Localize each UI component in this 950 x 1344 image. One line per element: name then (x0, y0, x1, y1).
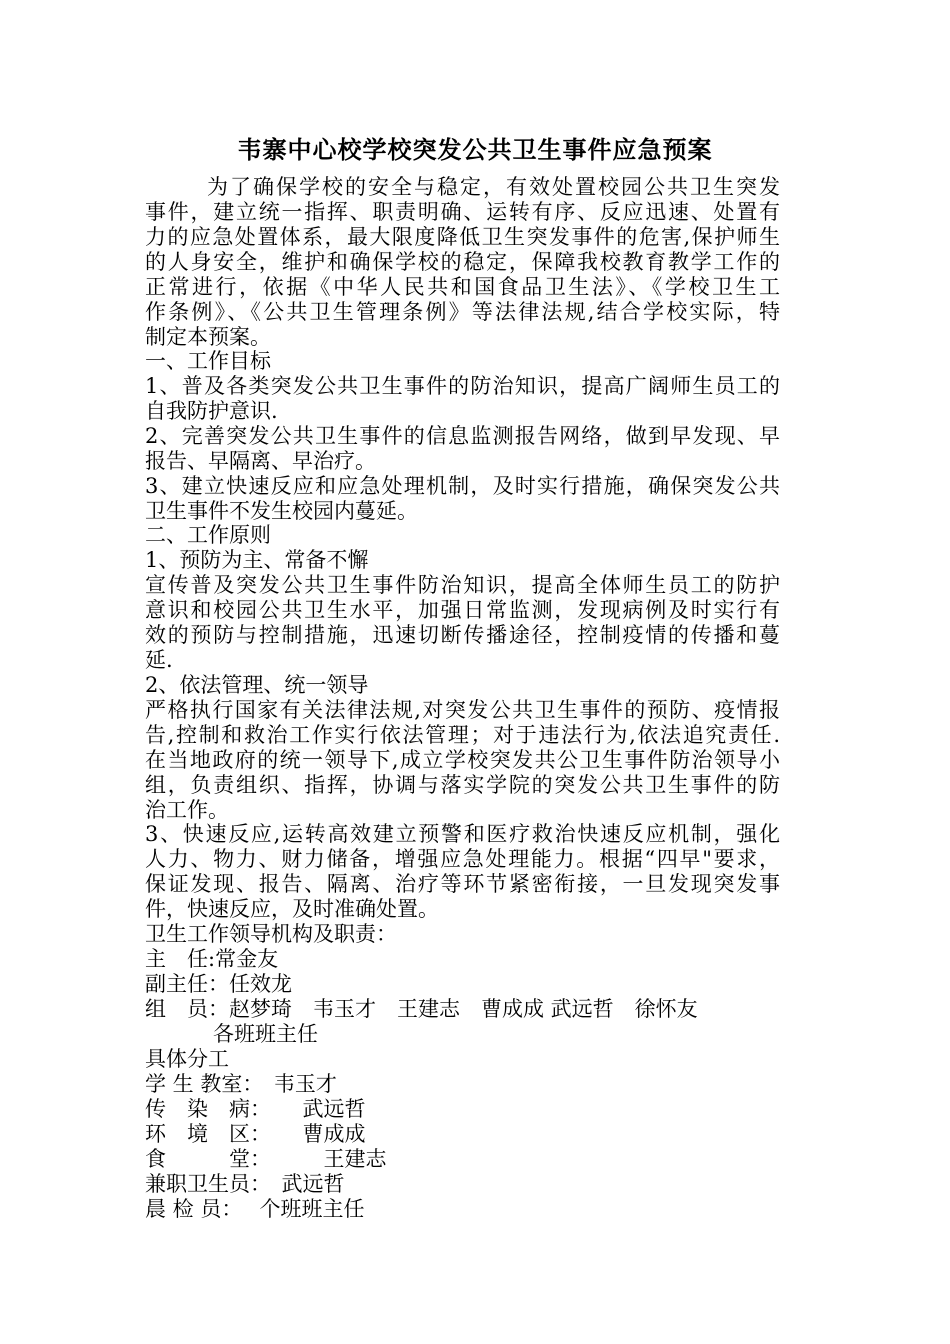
paragraph-line: 报告、早隔离、早治疗。 (145, 449, 376, 473)
paragraph-line: 作条例》、《公共卫生管理条例》等法律法规,结合学校实际，特 (145, 300, 780, 324)
paragraph-line: 延. (145, 648, 173, 672)
paragraph-line: 治工作。 (145, 798, 229, 822)
paragraph-line: 正常进行，依据《中华人民共和国食品卫生法》、《学校卫生工 (145, 275, 780, 299)
paragraph-line: 力的应急处置体系，最大限度降低卫生突发事件的危害,保护师生 (145, 225, 780, 249)
paragraph-line: 卫生事件不发生校园内蔓延。 (145, 499, 418, 523)
assignment-line: 环 境 区： 曹成成 (145, 1122, 366, 1146)
assignment-line: 食 堂： 王建志 (145, 1147, 387, 1171)
paragraph-line: 件，快速反应，及时准确处置。 (145, 897, 439, 921)
paragraph-line: 的人身安全，维护和确保学校的稳定，保障我校教育教学工作的 (145, 250, 780, 274)
paragraph-line: 3、建立快速反应和应急处理机制，及时实行措施，确保突发公共 (145, 474, 780, 498)
staff-line: 主 任:常金友 (145, 947, 279, 971)
paragraph-line: 2、完善突发公共卫生事件的信息监测报告网络，做到早发现、早 (145, 424, 780, 448)
paragraph-line: 组，负责组织、指挥，协调与落实学院的突发公共卫生事件的防 (145, 773, 780, 797)
paragraph-line: 3、快速反应,运转高效建立预警和医疗救治快速反应机制，强化 (145, 822, 780, 846)
assignment-line: 兼职卫生员： 武远哲 (145, 1172, 345, 1196)
paragraph-line: 人力、物力、财力储备，增强应急处理能力。根据“四早"要求， (145, 847, 780, 871)
assignment-line: 晨 检 员： 个班班主任 (145, 1197, 365, 1221)
section-heading: 卫生工作领导机构及职责： (145, 922, 397, 946)
subsection-heading: 1、预防为主、常备不懈 (145, 548, 369, 572)
paragraph-line: 1、普及各类突发公共卫生事件的防治知识，提高广阔师生员工的 (145, 374, 780, 398)
paragraph-line: 保证发现、报告、隔离、治疗等环节紧密衔接，一旦发现突发事 (145, 872, 780, 896)
paragraph-line: 为了确保学校的安全与稳定，有效处置校园公共卫生突发 (207, 175, 780, 199)
staff-line: 各班班主任 (213, 1022, 318, 1046)
assignment-line: 传 染 病： 武远哲 (145, 1097, 366, 1121)
paragraph-line: 制定本预案。 (145, 325, 271, 349)
subsection-heading: 2、依法管理、统一领导 (145, 673, 369, 697)
document-title: 韦寨中心校学校突发公共卫生事件应急预案 (237, 135, 713, 164)
paragraph-line: 宣传普及突发公共卫生事件防治知识，提高全体师生员工的防护 (145, 573, 780, 597)
section-heading: 二、工作原则 (145, 523, 271, 547)
paragraph-line: 在当地政府的统一领导下,成立学校突发共公卫生事件防治领导小 (145, 748, 780, 772)
staff-line: 副主任：任效龙 (145, 972, 292, 996)
paragraph-line: 事件，建立统一指挥、职责明确、运转有序、反应迅速、处置有 (145, 200, 780, 224)
paragraph-line: 效的预防与控制措施，迅速切断传播途径，控制疫情的传播和蔓 (145, 623, 780, 647)
paragraph-line: 意识和校园公共卫生水平，加强日常监测，发现病例及时实行有 (145, 598, 780, 622)
paragraph-line: 自我防护意识. (145, 399, 278, 423)
paragraph-line: 告,控制和救治工作实行依法管理；对于违法行为,依法追究责任. (145, 723, 780, 747)
section-heading: 具体分工 (145, 1047, 229, 1071)
staff-line: 组 员：赵梦琦 韦玉才 王建志 曹成成 武远哲 徐怀友 (145, 997, 698, 1021)
assignment-line: 学 生 教室： 韦玉才 (145, 1072, 337, 1096)
paragraph-line: 严格执行国家有关法律法规,对突发公共卫生事件的预防、疫情报 (145, 698, 780, 722)
section-heading: 一、工作目标 (145, 349, 271, 373)
